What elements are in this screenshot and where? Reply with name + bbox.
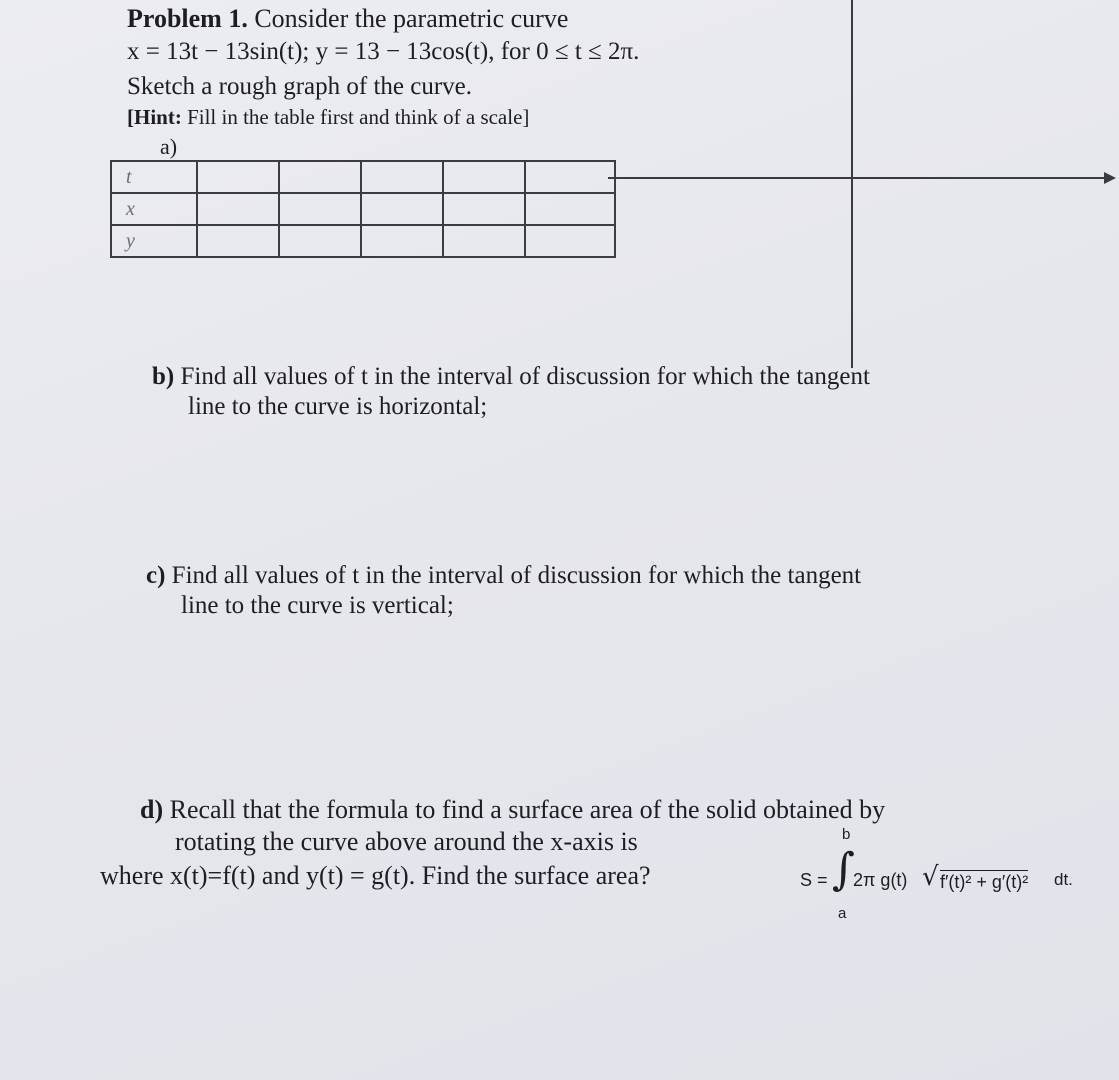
integral-lower-limit: a [838, 905, 847, 922]
y-axis-line [851, 0, 853, 368]
part-c [146, 561, 861, 591]
table-cell [443, 193, 525, 225]
table-cell [361, 225, 443, 257]
problem-intro: Consider the parametric curve [254, 4, 569, 33]
part-b-label: b) [152, 363, 175, 390]
part-b-line2: line to the curve is horizontal; [188, 393, 488, 420]
value-table [110, 160, 616, 258]
problem-label: Problem 1. [127, 4, 248, 33]
part-d-line3: where x(t)=f(t) and y(t) = g(t). Find the surface area? [100, 861, 651, 890]
sketch-instruction: Sketch a rough graph of the curve. [127, 73, 473, 100]
table-cell [443, 161, 525, 193]
integral-upper-limit: b [842, 826, 851, 843]
part-d [140, 795, 885, 825]
part-a-label: a) [160, 134, 178, 159]
formula-lhs: S = [800, 870, 828, 890]
hint [127, 105, 529, 130]
integral-sign-icon: ∫ [832, 844, 855, 895]
table-cell [197, 225, 279, 257]
hint-text: Fill in the table first and think of a scale] [187, 105, 530, 129]
table-cell [525, 193, 615, 225]
parametric-equation: x = 13t − 13sin(t); y = 13 − 13cos(t), for 0 ≤ t ≤ 2π. [127, 38, 640, 65]
table-cell [279, 161, 361, 193]
row-label-y: y [111, 225, 197, 257]
part-b-line1: Find all values of t in the interval of discussion for which the tangent [180, 363, 870, 390]
part-b [152, 362, 870, 392]
radicand: f′(t)² + g′(t)² [940, 872, 1029, 892]
radical-sign-icon: √ [922, 862, 939, 892]
part-c-line1: Find all values of t in the interval of discussion for which the tangent [171, 562, 862, 589]
integrand: 2π g(t) [853, 870, 908, 890]
table-cell [361, 161, 443, 193]
table-cell [525, 225, 615, 257]
part-d-line1: Recall that the formula to find a surface area of the solid obtained by [169, 795, 886, 824]
part-c-label: c) [146, 562, 166, 589]
x-axis-arrow-icon [1104, 172, 1116, 184]
table-row-x [111, 193, 615, 225]
table-cell [525, 161, 615, 193]
table-row-y [111, 225, 615, 257]
table-row-t [111, 161, 615, 193]
differential: dt. [1054, 870, 1073, 889]
hint-label: [Hint: [127, 105, 182, 129]
table-cell [279, 193, 361, 225]
row-label-x: x [111, 193, 197, 225]
part-c-line2: line to the curve is vertical; [181, 592, 454, 619]
table-cell [279, 225, 361, 257]
table-cell [361, 193, 443, 225]
table-cell [197, 161, 279, 193]
problem-header [127, 4, 568, 34]
table-cell [443, 225, 525, 257]
part-d-line2: rotating the curve above around the x-axis is [175, 827, 638, 856]
part-d-label: d) [140, 795, 164, 824]
x-axis-line [608, 177, 1106, 179]
table-cell [197, 193, 279, 225]
row-label-t: t [111, 161, 197, 193]
